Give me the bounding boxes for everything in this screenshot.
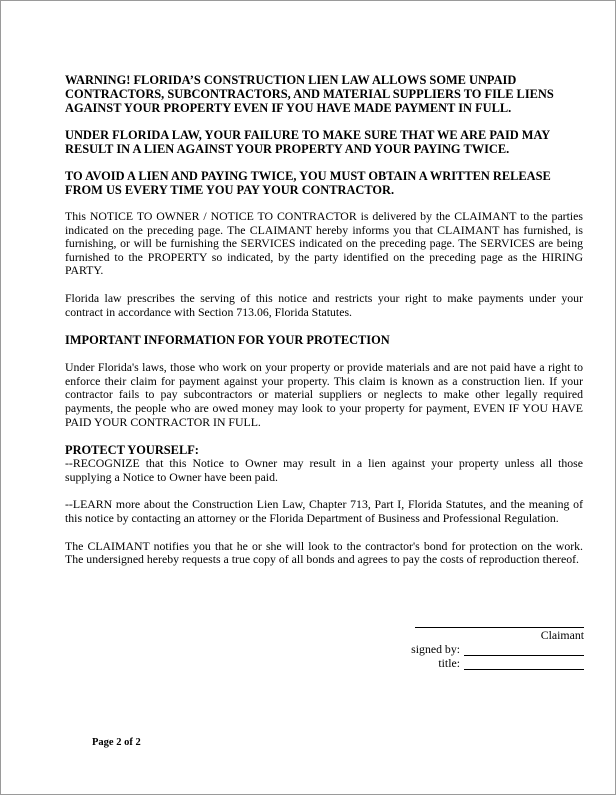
signed-by-label: signed by: [411, 642, 460, 656]
warning-paying-twice: UNDER FLORIDA LAW, YOUR FAILURE TO MAKE SURE THAT WE ARE PAID MAY RESULT IN A LIEN AGAINST YOUR PROPERTY AND YOUR PAYING TWICE. [65, 128, 550, 156]
page-number: Page 2 of 2 [92, 737, 141, 748]
law-paragraph: Florida law prescribes the serving of this notice and restricts your right to make payments under your contract in accordance with Section 713.06, Florida Statutes. [65, 290, 583, 319]
important-paragraph: Under Florida's laws, those who work on your property or provide materials and are not paid have a right to enforce their claim for payment against your property. This claim is known as a construction lien. If your contractor fails to pay subcontractors or material suppliers or neglects to make other legally required payments, the people who are owed money may look to your property for payment, EVEN IF YOU HAVE PAID YOUR CONTRACTOR IN FULL. [65, 360, 583, 429]
title-label: title: [438, 656, 460, 670]
title-row [401, 656, 584, 670]
warning-lien-law: WARNING! FLORIDA’S CONSTRUCTION LIEN LAW ALLOWS SOME UNPAID CONTRACTORS, SUBCONTRACTORS, AND MATERIAL SUPPLIERS TO FILE LIENS AGAINST YOUR PROPERTY EVEN IF YOU HAVE MADE PAYMENT IN FULL. [65, 73, 554, 115]
warning-written-release: TO AVOID A LIEN AND PAYING TWICE, YOU MUST OBTAIN A WRITTEN RELEASE FROM US EVERY TIME YOU PAY YOUR CONTRACTOR. [65, 169, 551, 197]
protect-heading: PROTECT YOURSELF: [65, 443, 199, 458]
signed-by-line[interactable] [464, 643, 584, 656]
important-heading: IMPORTANT INFORMATION FOR YOUR PROTECTION [65, 333, 390, 348]
claimant-label: Claimant [540, 628, 584, 642]
page-content [65, 73, 583, 581]
claimant-paragraph: The CLAIMANT notifies you that he or she will look to the contractor's bond for protection on the work. The undersigned hereby requests a true copy of all bonds and agrees to pay the costs of reproduction thereof. [65, 538, 583, 567]
recognize-paragraph: --RECOGNIZE that this Notice to Owner may result in a lien against your property unless all those supplying a Notice to Owner have been paid. [65, 456, 583, 484]
signature-block [401, 615, 584, 670]
signed-by-row [401, 642, 584, 656]
claimant-signature-line[interactable] [415, 615, 584, 628]
title-line[interactable] [464, 657, 584, 670]
learn-paragraph: --LEARN more about the Construction Lien Law, Chapter 713, Part I, Florida Statutes, and the meaning of this notice by contacting an attorney or the Florida Department of Business and Professional Regulation. [65, 497, 583, 525]
notice-paragraph: This NOTICE TO OWNER / NOTICE TO CONTRACTOR is delivered by the CLAIMANT to the parties indicated on the preceding page. The CLAIMANT hereby informs you that CLAIMANT has furnished, is furnishing, or will be furnishing the SERVICES indicated on the preceding page. The SERVICES are being furnished to the PROPERTY so indicated, by the party identified on the preceding page as the HIRING PARTY. [65, 209, 583, 278]
